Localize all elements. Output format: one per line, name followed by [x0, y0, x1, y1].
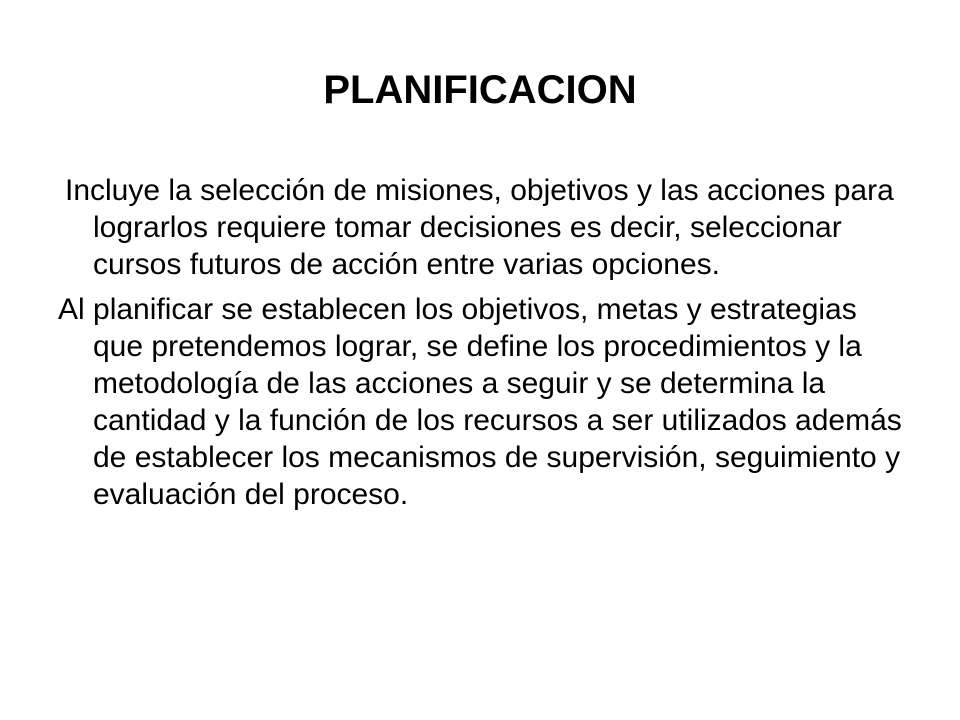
- slide-body: [58, 172, 908, 513]
- slide-title: PLANIFICACION: [323, 68, 637, 112]
- paragraph-planning-details: Al planificar se establecen los objetivos, metas y estrategias que pretendemos lograr, se define los procedimientos y la metodología de las acciones a seguir y se determina la cantidad y la función de los recursos a ser utilizados además de establecer los mecanismos de supervisión, seguimiento y evaluación del proceso.: [58, 293, 902, 511]
- paragraph-definition: Incluye la selección de misiones, objetivos y las acciones para lograrlos requiere tomar decisiones es decir, seleccionar cursos futuros de acción entre varias opciones.: [65, 174, 894, 281]
